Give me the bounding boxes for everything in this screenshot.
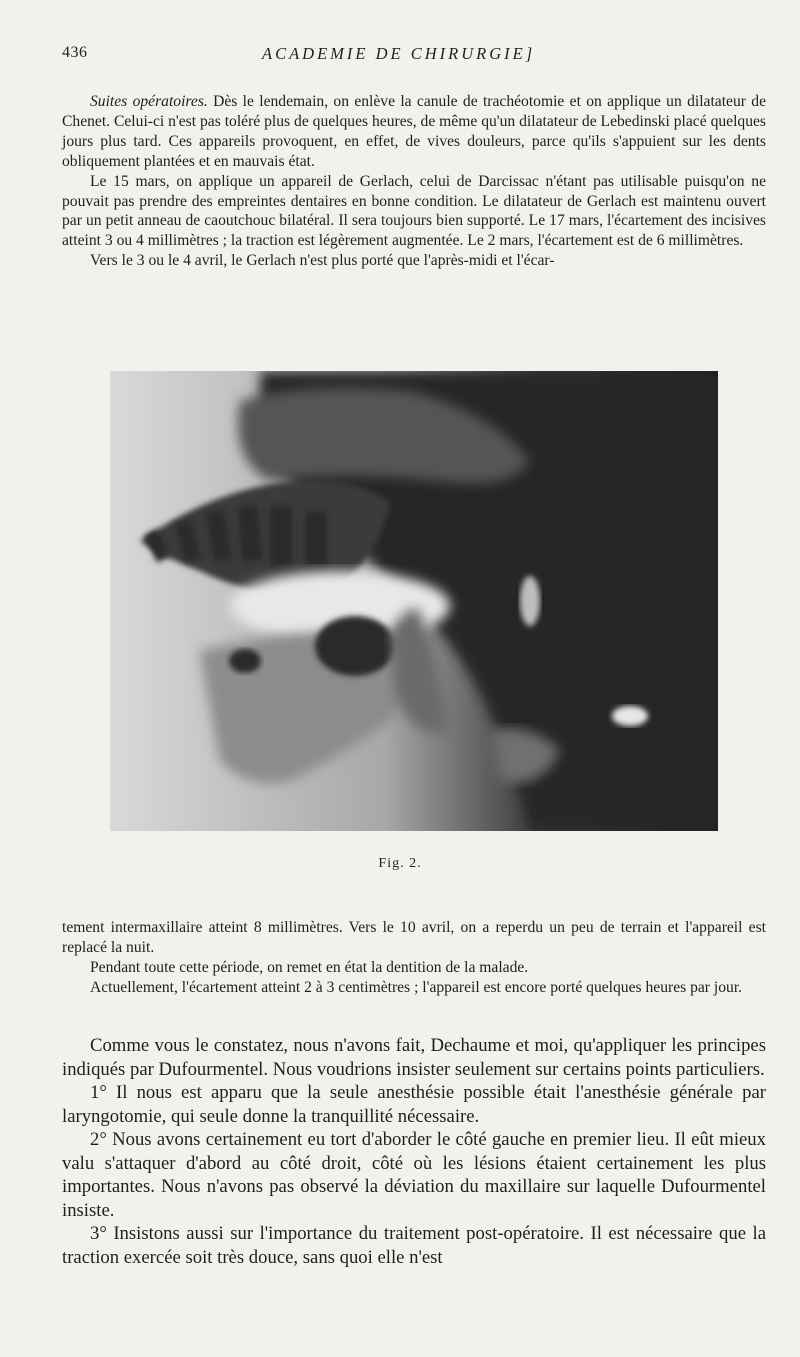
paragraph: Pendant toute cette période, on remet en état la dentition de la malade.	[90, 958, 529, 976]
paragraph: Vers le 3 ou le 4 avril, le Gerlach n'est plus porté que l'après-midi et l'écar-	[90, 252, 555, 270]
body-text-top	[62, 92, 766, 271]
body-text-large	[62, 1034, 766, 1269]
running-title: ACADEMIE DE CHIRURGIE]	[262, 44, 536, 63]
paragraph: 1° Il nous est apparu que la seule anesthésie possible était l'anesthésie générale par laryngotomie, qui seule donne la tranquillité nécessaire.	[62, 1082, 766, 1127]
paragraph: Comme vous le constatez, nous n'avons fait, Dechaume et moi, qu'appliquer les principes indiqués par Dufourmentel. Nous voudrions insister seulement sur certains points particuliers.	[62, 1035, 766, 1080]
italic-lead: Suites opératoires.	[90, 93, 208, 110]
paragraph: 3° Insistons aussi sur l'importance du traitement post-opératoire. Il est nécessaire que la traction exercée soit très douce, sans quoi elle n'est	[62, 1223, 766, 1268]
paragraph: 2° Nous avons certainement eu tort d'aborder le côté gauche en premier lieu. Il eût mieux valu s'attaquer d'abord au côté droit, côté où les lésions étaient certainement les plus importantes. Nous n'avons pas observé la déviation du maxillaire sur laquelle Dufourmentel insiste.	[62, 1129, 766, 1221]
xray-figure	[110, 371, 718, 831]
paragraph: Suites opératoires. Dès le lendemain, on enlève la canule de trachéotomie et on applique un dilatateur de Chenet. Celui-ci n'est pas toléré plus de quelques heures, de même qu'un dilatateur de Lebedinski placé quelques jours plus tard. Ces appareils provoquent, en effet, de vives douleurs, parce qu'ils s'appuient sur les dents obliquement plantées et en mauvais état.	[62, 93, 766, 170]
paragraph: tement intermaxillaire atteint 8 millimètres. Vers le 10 avril, on a reperdu un peu de terrain et l'appareil est replacé la nuit.	[62, 919, 766, 956]
page-number: 436	[62, 44, 88, 61]
xray-image	[110, 371, 718, 831]
paragraph: Actuellement, l'écartement atteint 2 à 3 centimètres ; l'appareil est encore porté quelques heures par jour.	[90, 978, 743, 996]
body-text-after-figure	[62, 918, 766, 998]
figure-caption: Fig. 2.	[378, 856, 422, 871]
page-header	[62, 44, 766, 68]
paragraph: Le 15 mars, on applique un appareil de Gerlach, celui de Darcissac n'étant pas utilisable puisqu'on ne pouvait pas prendre des empreintes dentaires en bonne condition. Le dilatateur de Gerlach est maintenu ouvert par un petit anneau de caoutchouc bilatéral. Il sera toujours bien supporté. Le 17 mars, l'écartement des incisives atteint 3 ou 4 millimètres ; la traction est légèrement augmentée. Le 2 mars, l'écartement est de 6 millimètres.	[62, 172, 766, 250]
